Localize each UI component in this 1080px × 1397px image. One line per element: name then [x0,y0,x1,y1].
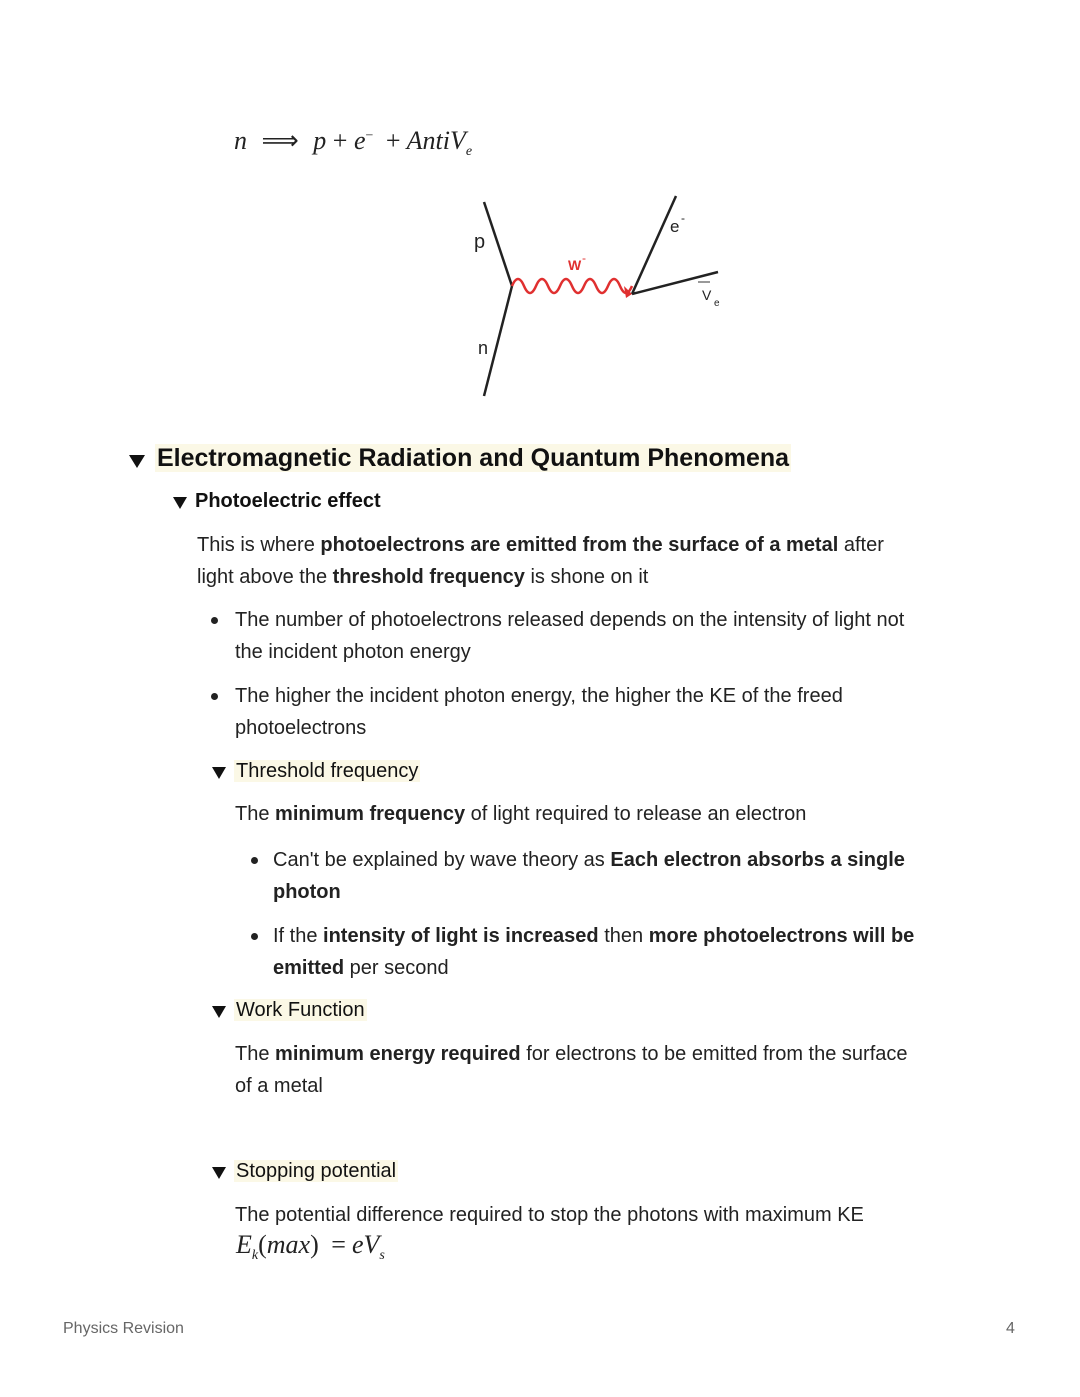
label-v-sub: e [714,298,720,309]
eq-p: p [313,126,327,155]
bullet-text: If the [273,925,324,947]
stopping-equation [236,1230,385,1264]
eq-max: max [266,1230,311,1259]
def-line [235,1038,975,1070]
photoelectric-intro [197,529,957,593]
bullet-line [273,920,973,952]
eq-plus-2: + [385,126,401,155]
work-function-definition [235,1038,975,1102]
def-text: for electrons to be emitted from the surface [520,1043,908,1065]
eq-eV: eV [351,1230,380,1259]
intro-text: light above the [197,566,333,588]
threshold-definition [235,798,806,830]
def-text: The [235,1043,276,1065]
footer-title: Physics Revision [63,1320,184,1337]
label-e-sup: - [681,211,685,225]
intro-bold: photoelectrons are emitted from the surface of a metal [320,534,839,556]
eq-s: s [379,1248,385,1264]
bullet-bold: emitted [273,957,345,979]
photoelectric-bullet-1 [235,604,975,668]
stopping-toggle[interactable] [212,1160,398,1183]
bullet-line [273,844,973,876]
threshold-bullet-1 [273,844,973,908]
label-v: V [702,287,712,303]
collapse-triangle-icon[interactable] [212,1006,226,1018]
stopping-heading: Stopping potential [236,1160,397,1182]
def-text: of light required to release an electron [465,803,807,825]
label-p: p [474,231,486,253]
eq-plus-1: + [332,126,348,155]
collapse-triangle-icon[interactable] [212,767,226,779]
electron-line [632,196,676,294]
bullet-text: then [598,925,649,947]
eq-arrow: ⟹ [261,126,299,155]
collapse-triangle-icon[interactable] [173,497,187,509]
bullet-text: The number of photoelectrons released depends on the intensity of light not [235,609,905,631]
label-n: n [478,338,489,358]
section-title: Electromagnetic Radiation and Quantum Phenomena [157,444,790,472]
proton-line [484,202,512,286]
bullet-text: the incident photon energy [235,641,471,663]
photoelectric-heading: Photoelectric effect [195,490,381,512]
eq-anti: AntiV [406,126,466,155]
bullet-bold: more photoelectrons will be [648,925,915,947]
collapse-triangle-icon[interactable] [129,455,145,468]
threshold-heading: Threshold frequency [236,760,419,782]
work-function-toggle[interactable] [212,999,367,1022]
intro-line-2 [197,561,957,593]
bullet-text: per second [344,957,449,979]
decay-equation [234,126,472,160]
eq-n: n [234,126,247,155]
eq-E: E [236,1230,252,1259]
bullet-line [273,876,973,908]
bullet-dot [251,857,258,864]
def-bold: minimum frequency [275,803,466,825]
intro-text: is shone on it [524,566,649,588]
neutron-line [484,286,512,396]
w-boson-wave [512,279,632,293]
feynman-diagram [440,190,740,410]
bullet-line [273,952,973,984]
def-bold: minimum energy required [275,1043,521,1065]
stopping-definition: The potential difference required to stop the photons with maximum KE [235,1204,864,1226]
eq-e-sup: − [365,128,374,144]
eq-open: ( [258,1230,267,1259]
intro-line-1 [197,529,957,561]
eq-k: k [251,1248,259,1264]
bullet-bold: intensity of light is increased [323,925,599,947]
bullet-dot [211,617,218,624]
label-w: W [568,257,582,273]
bullet-text: Can't be explained by wave theory as [273,849,611,871]
work-function-heading: Work Function [236,999,365,1021]
threshold-toggle[interactable] [212,760,420,783]
eq-equals: = [331,1230,346,1259]
bullet-bold: Each electron absorbs a single [610,849,905,871]
collapse-triangle-icon[interactable] [212,1167,226,1179]
photoelectric-toggle[interactable] [173,490,381,513]
intro-bold: threshold frequency [332,566,525,588]
threshold-bullet-2 [273,920,973,984]
intro-text: after [838,534,884,556]
bullet-dot [211,693,218,700]
def-text: The [235,803,276,825]
bullet-text: The higher the incident photon energy, the higher the KE of the freed [235,685,843,707]
page-number: 4 [1006,1320,1015,1337]
def-line: of a metal [235,1075,323,1097]
eq-close: ) [310,1230,319,1259]
photoelectric-bullet-2 [235,680,975,744]
eq-anti-sub: e [465,144,473,160]
label-w-sup: - [582,251,586,265]
bullet-dot [251,933,258,940]
eq-e: e [353,126,366,155]
intro-text: This is where [197,534,321,556]
label-e: e [670,217,680,236]
bullet-text: photoelectrons [235,717,367,739]
section-toggle[interactable] [129,444,791,473]
bullet-bold: photon [273,881,341,903]
